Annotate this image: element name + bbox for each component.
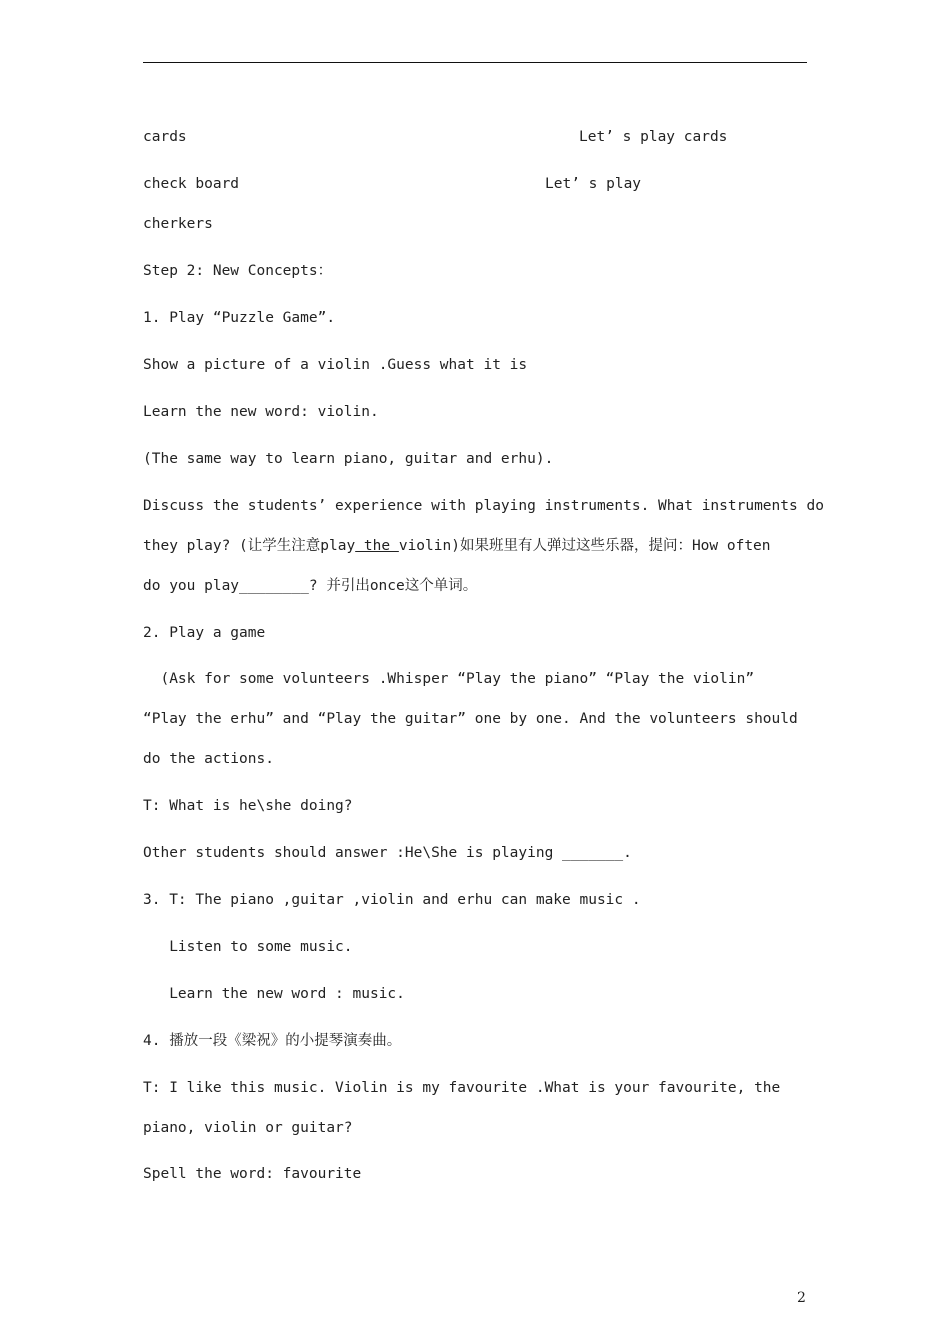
text-part: they play? (让学生注意play bbox=[143, 538, 356, 554]
text-line: Other students should answer :He\She is playing _______. bbox=[143, 845, 632, 861]
text-line-underline bbox=[143, 536, 771, 556]
text-line: Learn the new word : music. bbox=[143, 986, 405, 1002]
text-line: Discuss the students’ experience with playing instruments. What instruments do bbox=[143, 498, 824, 514]
text-line: Spell the word: favourite bbox=[143, 1166, 362, 1182]
row-checkboard-right: Let’ s play bbox=[545, 176, 642, 192]
underlined-word: the bbox=[355, 538, 399, 554]
text-line: (The same way to learn piano, guitar and erhu). bbox=[143, 451, 554, 467]
step-heading: Step 2: New Concepts： bbox=[143, 263, 333, 279]
text-line: do you play________? 并引出once这个单词。 bbox=[143, 578, 478, 594]
text-line: Show a picture of a violin .Guess what it is bbox=[143, 357, 528, 373]
text-line: Learn the new word: violin. bbox=[143, 404, 379, 420]
page-number: 2 bbox=[797, 1290, 806, 1306]
row-cards-left: cards bbox=[143, 129, 187, 145]
text-line: “Play the erhu” and “Play the guitar” one by one. And the volunteers should bbox=[143, 711, 798, 727]
text-line: T: What is he\she doing? bbox=[143, 798, 353, 814]
item-3-title: 3. T: The piano ,guitar ,violin and erhu can make music . bbox=[143, 892, 641, 908]
text-line: (Ask for some volunteers .Whisper “Play the piano” “Play the violin” bbox=[143, 671, 755, 687]
item-2-title: 2. Play a game bbox=[143, 625, 266, 641]
row-cards-right: Let’ s play cards bbox=[579, 129, 728, 145]
header-rule bbox=[143, 62, 807, 63]
item-1-title: 1. Play “Puzzle Game”. bbox=[143, 310, 336, 326]
text-line: piano, violin or guitar? bbox=[143, 1120, 353, 1136]
text-line: T: I like this music. Violin is my favourite .What is your favourite, the bbox=[143, 1080, 781, 1096]
line-cherkers: cherkers bbox=[143, 216, 213, 232]
text-line: do the actions. bbox=[143, 751, 274, 767]
text-line: Listen to some music. bbox=[143, 939, 353, 955]
row-checkboard-left: check board bbox=[143, 176, 240, 192]
item-4-title: 4. 播放一段《梁祝》的小提琴演奏曲。 bbox=[143, 1033, 402, 1049]
text-part: violin)如果班里有人弹过这些乐器，提问：How often bbox=[398, 538, 771, 554]
